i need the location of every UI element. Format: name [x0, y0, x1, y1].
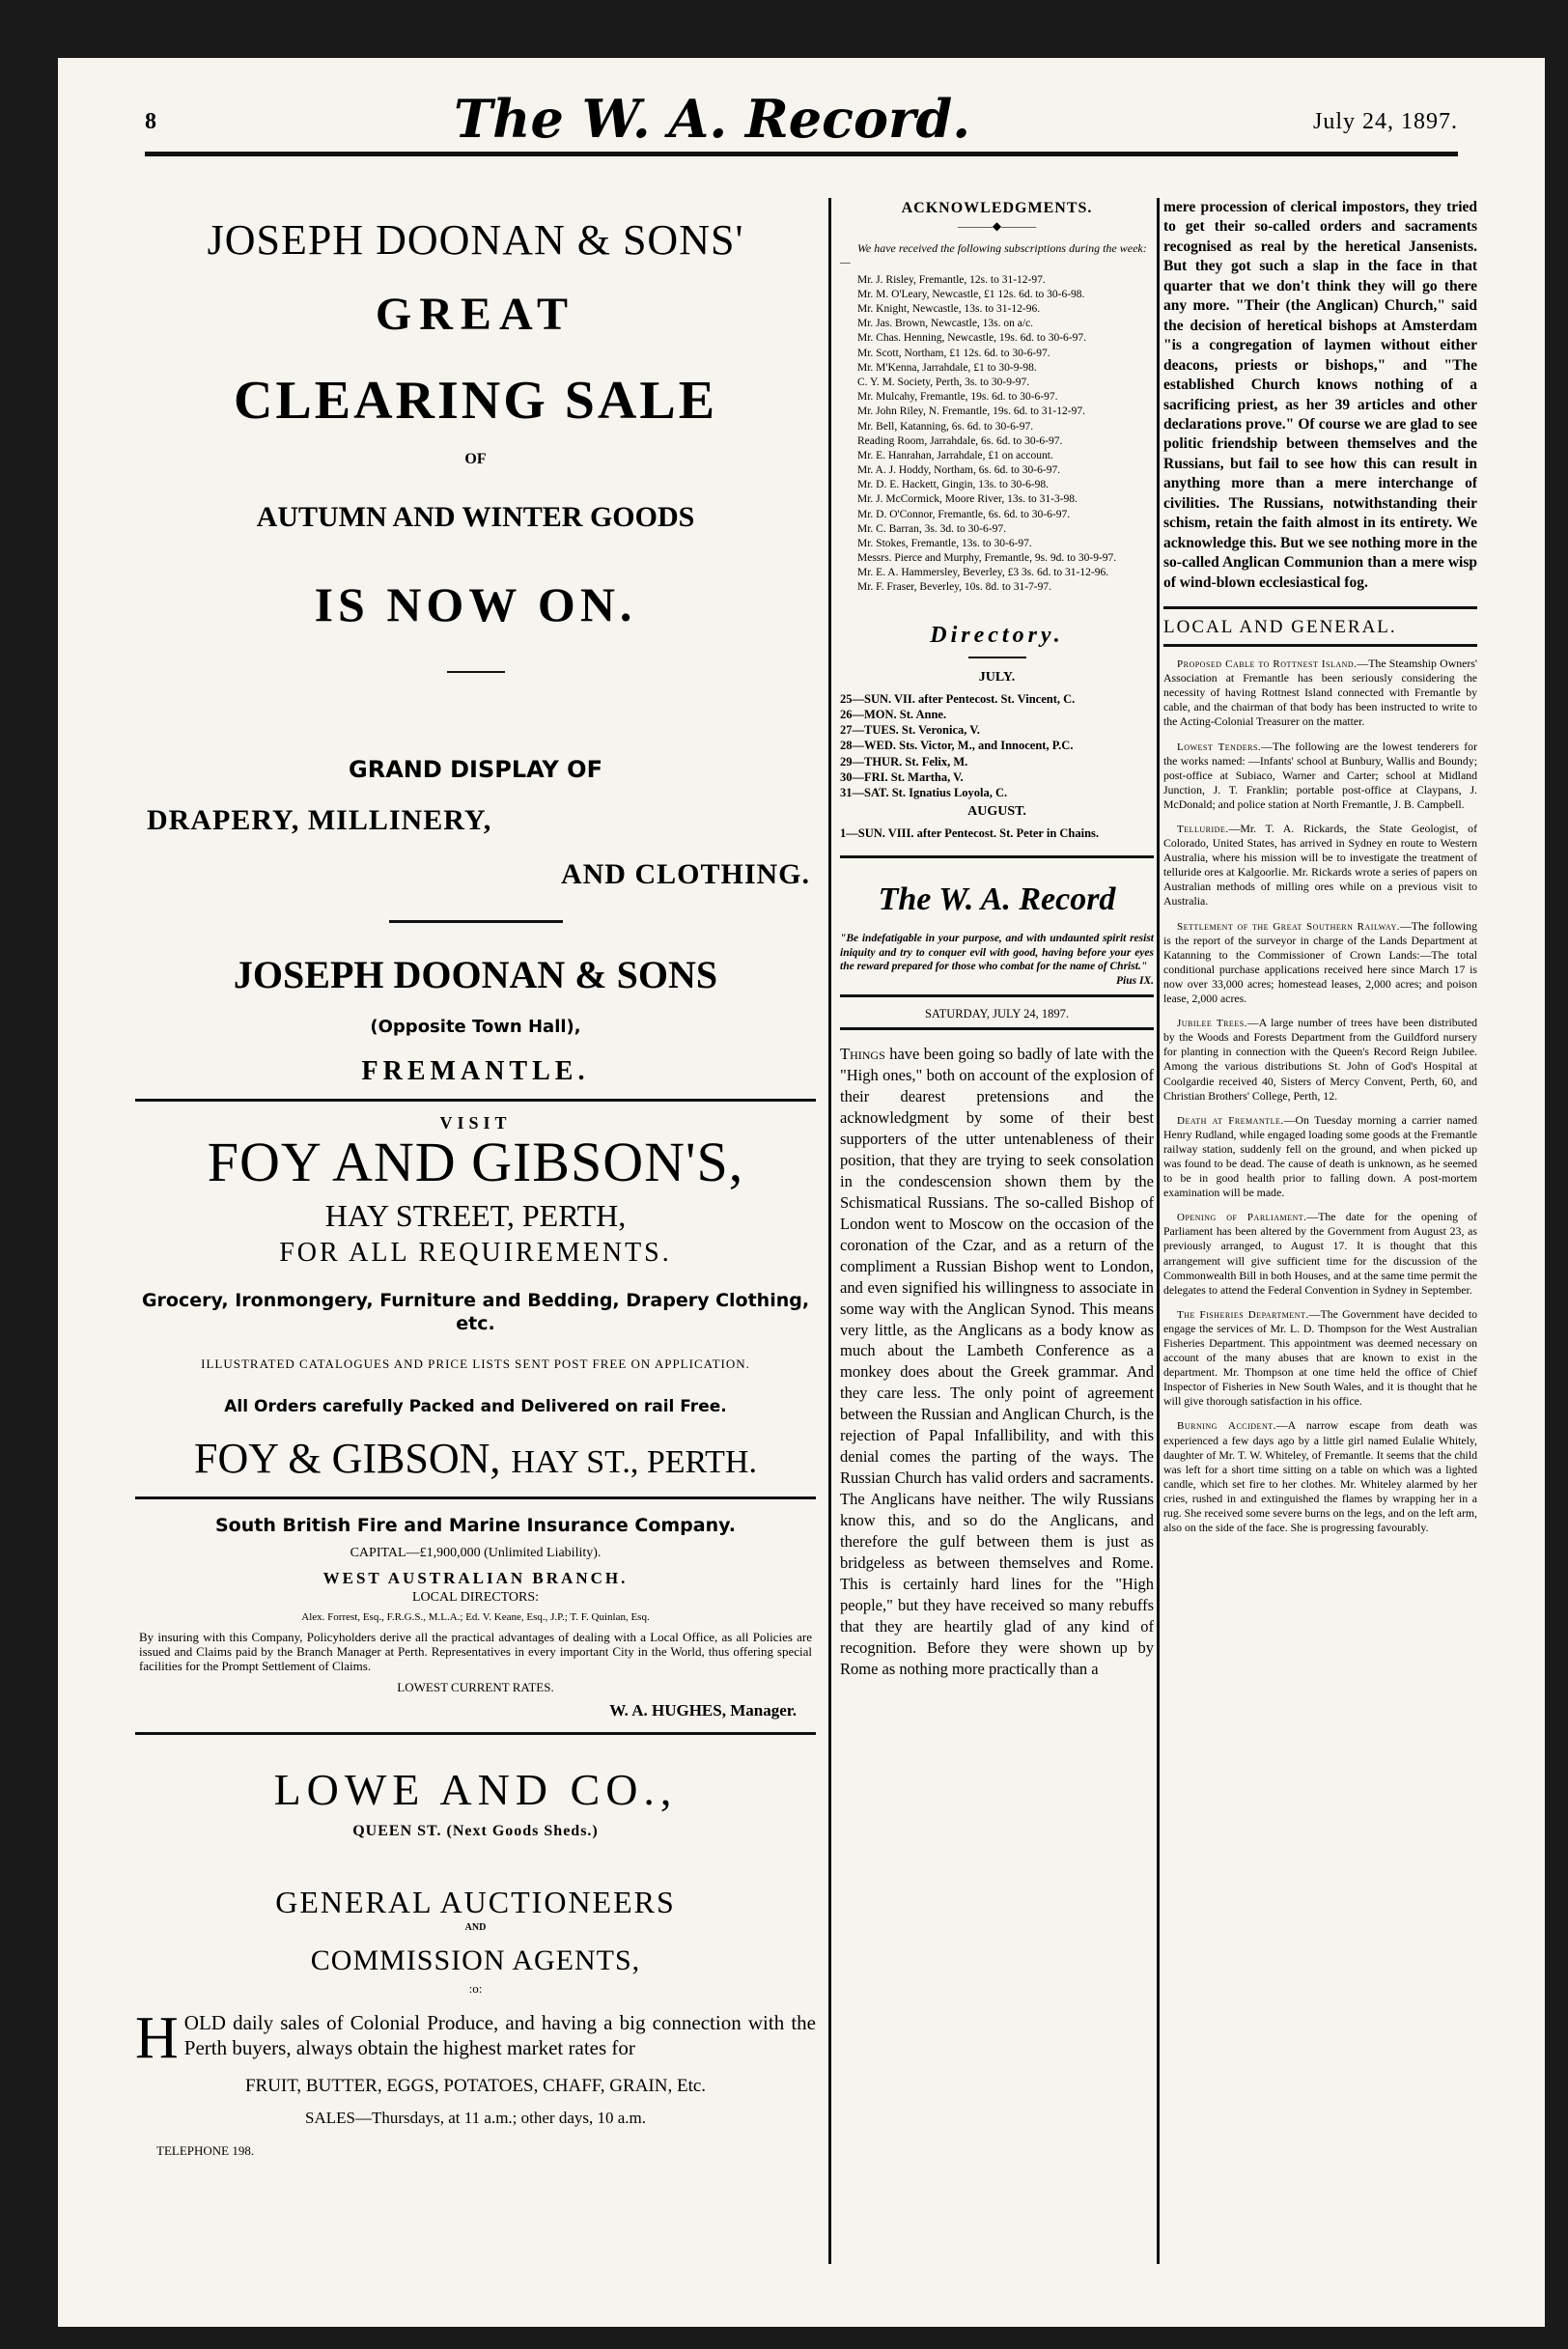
- clothing-line: AND CLOTHING.: [560, 858, 810, 890]
- list-item: Mr. D. O'Connor, Fremantle, 6s. 6d. to 30-6-97.: [857, 508, 1071, 520]
- general-auctioneers: GENERAL AUCTIONEERS: [275, 1884, 676, 1919]
- local-general-title: LOCAL AND GENERAL.: [1163, 617, 1397, 638]
- editorial-body: have been going so badly of late with the "High ones," both on account of the explosion of their dearest pretensions and the acknowledgment by some of their best supporters of the utter untenableness of their position, that they are trying to seek consolation in the condescension shown them by the Schismatical Russians. The so-called Bishop of London went to Moscow on the occasion of the coronation of the Czar, and as a return of the compliment a Russian Bishop went to London, and even signified his willingness to associate in some way with the Anglican Synod. This means very little, as the Anglicans as a body know as much about the Lambeth Conference as a monkey does about the Greek grammar. And they care less. The only point of agreement between the Russian and Anglican Church, is the rejection of Papal Infallibility, and with this denial comes the parting of the ways. The Russian Church has valid orders and sacraments. The Anglicans have neither. The wily Russians know this, and so do the Anglicans, and therefore the gulf between them is just as bridgeless as between themselves and Rome. This is certainly hard lines for the "High people," but they have received so many rebuffs that they are heartily glad of any kind of recognition. Before they were shown up by Rome as nothing more practically than a: [840, 1045, 1154, 1678]
- commission-agents: COMMISSION AGENTS,: [310, 1944, 641, 1976]
- list-item: 1—SUN. VIII. after Pentecost. St. Peter in Chains.: [840, 826, 1100, 841]
- list-item: Reading Room, Jarrahdale, 6s. 6d. to 30-6-97.: [857, 434, 1063, 447]
- insurance-branch: WEST AUSTRALIAN BRANCH.: [322, 1568, 629, 1587]
- list-item: Mr. Stokes, Fremantle, 13s. to 30-6-97.: [857, 537, 1032, 549]
- list-item: Mr. C. Barran, 3s. 3d. to 30-6-97.: [857, 522, 1006, 535]
- foy-gibson-street: HAY STREET, PERTH,: [324, 1197, 627, 1233]
- news-body: —The following are the lowest tenderers for the works named: —Infants' school at Bunbury, Wallis and Boundy; post-office at Subiaco, Warner and Carter; school at Midland Junction, J. T. Franklin; portable post-office at Claypans, J. McDonald; and police station at North Fremantle, J. B. Campbell.: [1163, 739, 1477, 811]
- autumn-winter-heading: AUTUMN AND WINTER GOODS: [256, 501, 695, 533]
- record-date: SATURDAY, JULY 24, 1897.: [924, 1007, 1069, 1021]
- list-item: Mr. M. O'Leary, Newcastle, £1 12s. 6d. to 30-6-98.: [857, 288, 1085, 300]
- doonan-town: FREMANTLE.: [361, 1056, 590, 1086]
- list-item: Mr. J. Risley, Fremantle, 12s. to 31-12-97.: [857, 273, 1046, 286]
- visit-label: VISIT: [439, 1113, 512, 1133]
- list-item: Mr. Scott, Northam, £1 12s. 6d. to 30-6-97.: [857, 347, 1050, 359]
- doonan-title: JOSEPH DOONAN & SONS': [207, 216, 744, 264]
- august-list: [840, 825, 1154, 841]
- doonan-name: JOSEPH DOONAN & SONS: [233, 953, 718, 996]
- list-item: 26—MON. St. Anne.: [840, 707, 947, 721]
- lowe-ad: [135, 1764, 816, 2160]
- news-body: —A narrow escape from death was experienced a few days ago by a little girl named Eulalie Whitely, daughter of Mr. T. W. Whiteley, of Fremantle. It seems that the child was left for a short time sitting on a table on which was a lighted candle, which set fire to her clothes. Mr. Whiteley alarmed by her cries, rushed in and extinguished the flames by wrapping her in a rug. She received some severe burns on the legs, and on the left arm, also on the side of the face. She is progressing favourably.: [1163, 1418, 1477, 1535]
- foy-gibson-footer: [135, 1434, 816, 1483]
- lowe-body: [135, 2004, 816, 2071]
- list-item: Mr. Jas. Brown, Newcastle, 13s. on a/c.: [857, 318, 1034, 330]
- list-item: Mr. M'Kenna, Jarrahdale, £1 to 30-9-98.: [857, 361, 1037, 374]
- acknowledgments-intro: We have received the following subscriptions during the week:—: [840, 241, 1147, 269]
- column-divider-2: [1157, 198, 1160, 2264]
- doonan-address: (Opposite Town Hall),: [370, 1017, 581, 1037]
- local-news-list: [1163, 657, 1477, 1535]
- lowe-address: QUEEN ST. (Next Goods Sheds.): [352, 1822, 599, 1839]
- clearing-sale-heading: CLEARING SALE: [233, 371, 718, 431]
- list-item: C. Y. M. Society, Perth, 3s. to 30-9-97.: [857, 376, 1030, 388]
- news-item: [1163, 740, 1477, 812]
- divider: [447, 671, 505, 673]
- list-item: 25—SUN. VII. after Pentecost. St. Vincent, C.: [840, 691, 1076, 706]
- section-rule: [135, 1732, 816, 1735]
- column-divider-1: [828, 198, 831, 2264]
- news-heading: Opening of Parliament.: [1177, 1212, 1307, 1224]
- masthead: [145, 88, 1458, 150]
- month-july: JULY.: [978, 669, 1016, 685]
- section-rule: [840, 855, 1154, 858]
- news-item: [1163, 1113, 1477, 1201]
- list-item: 28—WED. Sts. Victor, M., and Innocent, P.C.: [840, 739, 1074, 753]
- ornament-divider: :o:: [468, 1980, 483, 1996]
- list-item: Mr. D. E. Hackett, Gingin, 13s. to 30-6-98.: [857, 479, 1050, 491]
- of-word: OF: [464, 451, 487, 467]
- acknowledgments-list: [840, 273, 1154, 596]
- record-motto: [840, 932, 1154, 990]
- drapery-line: DRAPERY, MILLINERY,: [147, 804, 492, 836]
- news-body: —On Tuesday morning a carrier named Henry Rudland, while engaged loading some goods at the Fremantle railway station, suddenly fell on the ground, and when picked up was found to be dead. The cause of death is unknown, as he seemed to be in good health prior to falling down. A post-mortem examination will be made.: [1163, 1112, 1477, 1200]
- list-item: Mr. Chas. Henning, Newcastle, 19s. 6d. to 30-6-97.: [857, 332, 1086, 345]
- insurance-capital: CAPITAL—£1,900,000 (Unlimited Liability).: [350, 1545, 602, 1560]
- produce-list: FRUIT, BUTTER, EGGS, POTATOES, CHAFF, GRAIN, Etc.: [244, 2076, 707, 2097]
- record-title: The W. A. Record: [878, 881, 1116, 917]
- section-rule: [1163, 644, 1477, 647]
- list-item: 30—FRI. St. Martha, V.: [840, 769, 964, 784]
- section-rule: [135, 1496, 816, 1499]
- directory-title: Directory.: [930, 622, 1064, 648]
- news-heading: Death at Fremantle.: [1177, 1114, 1284, 1127]
- divider: [389, 920, 563, 923]
- news-body: —The Steamship Owners' Association at Fremantle has been seriously considering the necessity of having Rottnest Island connected with Fremantle by cable, and the chairman of that body has been instructed to write to the Acting-Colonial Treasurer on the matter.: [1163, 657, 1477, 729]
- news-heading: Settlement of the Great Southern Railway.: [1177, 920, 1400, 933]
- section-rule: [840, 994, 1154, 997]
- acknowledgments-title: ACKNOWLEDGMENTS.: [901, 200, 1093, 216]
- foy-footer-small: HAY ST., PERTH.: [511, 1443, 757, 1480]
- insurance-body: By insuring with this Company, Policyholders derive all the practical advantages of dealing with a Local Office, as all Policies are issued and Claims paid by the Branch Manager at Perth. Representatives in every important City in the World, thus offering special facilities for the Prompt Settlement of Claims.: [139, 1629, 812, 1673]
- lowe-body-text: OLD daily sales of Colonial Produce, and having a big connection with the Perth buyers, always obtain the highest market rates for: [183, 2010, 816, 2060]
- great-heading: GREAT: [375, 289, 576, 340]
- section-rule: [840, 1027, 1154, 1030]
- news-item: [1163, 822, 1477, 909]
- motto-text: "Be indefatigable in your purpose, and with undaunted spirit resist iniquity and try to conquer evil with good, having before your eyes the reward prepared for those who combat for the name of Christ.": [840, 932, 1154, 973]
- masthead-date: July 24, 1897.: [1312, 109, 1458, 134]
- is-now-on-heading: IS NOW ON.: [314, 577, 637, 631]
- page-number: 8: [145, 109, 156, 134]
- news-heading: Burning Accident.: [1177, 1420, 1276, 1433]
- section-rule: [1163, 606, 1477, 609]
- list-item: 29—THUR. St. Felix, M.: [840, 754, 968, 769]
- lowe-name: LOWE AND CO.,: [273, 1764, 678, 1814]
- insurance-ad: [135, 1515, 816, 1720]
- section-rule: [135, 1099, 816, 1102]
- foy-gibson-ad: [135, 1113, 816, 1483]
- news-body: —The following is the report of the surveyor in charge of the Lands Department at Katanning to the Commissioner of Crown Lands:—The total conditional purchase applications received here since March 17 is now over 33,000 acres; homestead leases, 2,000 acres; and poison lease, 2,000 acres.: [1163, 918, 1477, 1006]
- insurance-title: South British Fire and Marine Insurance Company.: [215, 1514, 736, 1536]
- divider: [968, 657, 1026, 658]
- news-heading: The Fisheries Department.: [1177, 1308, 1309, 1321]
- editorial-continued: mere procession of clerical impostors, they tried to get their so-called orders and sacraments recognised as real by the heretical Jansenists. But they got such a slap in the face in that quarter that we don't think they will go there any more. "Their (the Anglican) Church," said the decision of heretical bishops at Amsterdam "is a congregation of laymen without either deacons, priests or bishops," and "The established Church knows nothing of a sacrificing priest, as her 39 articles and other declarations prove." Of course we are glad to see politic friendship between themselves and the Russians, but fail to see how this can result in anything more than a mere interchange of civilities. The Russians, notwithstanding their schism, retain the faith almost in its entirety. We acknowledge this. But we see nothing more in the so-called Anglican Communion than a mere wisp of wind-blown ecclesiastical fog.: [1163, 199, 1477, 591]
- sales-times: SALES—Thursdays, at 11 a.m.; other days, 10 a.m.: [304, 2109, 646, 2128]
- news-heading: Proposed Cable to Rottnest Island.: [1177, 658, 1358, 671]
- foy-gibson-name: FOY AND GIBSON'S,: [207, 1131, 744, 1193]
- list-item: 27—TUES. St. Veronica, V.: [840, 723, 980, 738]
- grand-display-heading: GRAND DISPLAY OF: [349, 756, 602, 783]
- directors-list: Alex. Forrest, Esq., F.R.G.S., M.L.A.; Ed. V. Keane, Esq., J.P.; T. F. Quinlan, Esq.: [301, 1610, 650, 1623]
- list-item: Mr. F. Fraser, Beverley, 10s. 8d. to 31-7-97.: [857, 581, 1052, 594]
- record-masthead: [840, 881, 1154, 1031]
- news-heading: Jubilee Trees.: [1177, 1018, 1247, 1030]
- list-item: Mr. E. A. Hammersley, Beverley, £3 3s. 6d. to 31-12-96.: [857, 567, 1109, 579]
- insurance-rates: LOWEST CURRENT RATES.: [397, 1679, 554, 1694]
- motto-citation: Pius IX.: [1116, 975, 1154, 988]
- news-body: —The date for the opening of Parliament has been altered by the Government from August 23, as previously arranged, to August 17. It is thought that this arrangement will give sufficient time for the discussion of the Commonwealth Bill in both Houses, and at the same time permit the delegates to attend the Federal Convention in Sydney in September.: [1163, 1210, 1477, 1297]
- list-item: 31—SAT. St. Ignatius Loyola, C.: [840, 786, 1008, 800]
- directory: [840, 623, 1154, 842]
- list-item: Mr. John Riley, N. Fremantle, 19s. 6d. to 31-12-97.: [857, 405, 1085, 418]
- editorial-text: [840, 1044, 1154, 1679]
- list-item: Mr. Mulcahy, Fremantle, 19s. 6d. to 30-6-97.: [857, 391, 1058, 404]
- list-item: Mr. A. J. Hoddy, Northam, 6s. 6d. to 30-6-97.: [857, 464, 1061, 477]
- list-item: Mr. E. Hanrahan, Jarrahdale, £1 on account.: [857, 449, 1053, 461]
- news-heading: Telluride.: [1177, 824, 1229, 835]
- news-item: [1163, 1418, 1477, 1535]
- list-item: Mr. Knight, Newcastle, 13s. to 31-12-96.: [857, 303, 1041, 316]
- foy-footer-main: FOY & GIBSON,: [194, 1434, 501, 1482]
- news-heading: Lowest Tenders.: [1177, 741, 1262, 753]
- july-list: [840, 691, 1154, 801]
- news-body: —A large number of trees have been distributed by the Woods and Forests Department from the Guildford nursery for planting in connection with the Queen's Record Reign Jubilee. Among the various distributions St. John of God's Hospital at Coolgardie received 40, Sisters of Mercy Convent, Perth, 60, and Christian Brothers' College, Perth, 12.: [1163, 1016, 1477, 1103]
- list-item: Mr. Bell, Katanning, 6s. 6d. to 30-6-97.: [857, 420, 1034, 433]
- news-body: —Mr. T. A. Rickards, the State Geologist, of Colorado, United States, has arrived in Sydney en route to Western Australia, where his mission will be to investigate the treatment of telluride ores at Kalgoorlie. Mr. Rickards wrote a series of papers on Australian methods of milling ores while on a previous visit to Australia.: [1163, 822, 1477, 909]
- ornament: ———◆———: [957, 219, 1037, 233]
- editorial-lead: Things: [840, 1045, 885, 1064]
- goods-list: Grocery, Ironmongery, Furniture and Bedding, Drapery Clothing, etc.: [141, 1289, 810, 1334]
- drop-cap: H: [135, 2004, 179, 2071]
- delivery-notice: All Orders carefully Packed and Delivered on rail Free.: [224, 1396, 727, 1416]
- editorial: [840, 1044, 1154, 1679]
- right-column: [1163, 198, 1477, 2254]
- acknowledgments: [840, 200, 1154, 596]
- masthead-rule: [145, 152, 1458, 156]
- doonan-ad: [135, 215, 816, 1087]
- news-item: [1163, 1307, 1477, 1410]
- month-august: AUGUST.: [967, 804, 1026, 820]
- news-item: [1163, 1016, 1477, 1104]
- masthead-title: The W. A. Record.: [454, 88, 971, 150]
- list-item: Mr. J. McCormick, Moore River, 13s. to 31-3-98.: [857, 493, 1078, 506]
- news-item: [1163, 1210, 1477, 1298]
- insurance-manager: W. A. HUGHES, Manager.: [609, 1700, 797, 1720]
- advertisement-column: [135, 198, 816, 2254]
- and-word: AND: [464, 1921, 487, 1933]
- middle-column: [840, 198, 1154, 2254]
- news-item: [1163, 657, 1477, 729]
- for-all-requirements: FOR ALL REQUIREMENTS.: [279, 1237, 672, 1268]
- telephone: TELEPHONE 198.: [156, 2143, 255, 2159]
- news-item: [1163, 919, 1477, 1007]
- list-item: Messrs. Pierce and Murphy, Fremantle, 9s. 9d. to 30-9-97.: [857, 552, 1117, 565]
- news-body: —The Government have decided to engage the services of Mr. L. D. Thompson for the West Australian Fisheries Department. This appointment was deemed necessary on account of the many abuses that are known to exist in the department. Mr. Thompson at one time held the office of Chief Inspector of Fisheries in New South Wales, and it is thought that he will give thorough satisfaction in his office.: [1163, 1306, 1477, 1409]
- catalogue-notice: ILLUSTRATED CATALOGUES AND PRICE LISTS SENT POST FREE ON APPLICATION.: [201, 1356, 750, 1372]
- local-directors-label: LOCAL DIRECTORS:: [411, 1589, 540, 1605]
